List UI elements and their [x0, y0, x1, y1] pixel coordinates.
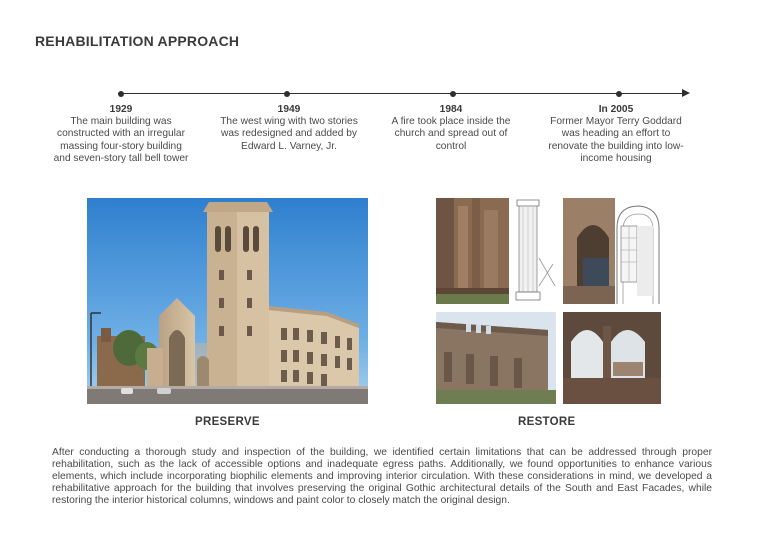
- restore-interior-wall-photo: [436, 198, 509, 304]
- event-description: The west wing with two stories was redesigned and added by Edward L. Varney, Jr.: [220, 116, 358, 152]
- timeline-dot: [284, 91, 290, 97]
- exterior-wall-image: [436, 312, 556, 404]
- restore-arch-photo: [563, 312, 661, 404]
- timeline-event: [219, 104, 359, 153]
- window-sketch-image: [615, 198, 661, 304]
- timeline-dot: [450, 91, 456, 97]
- column-sketch-image: [509, 198, 559, 304]
- window-photo-image: [563, 198, 615, 304]
- timeline-event: [381, 104, 521, 153]
- restore-column-drawing: [509, 198, 559, 304]
- event-description: A fire took place inside the church and spread out of control: [391, 116, 511, 152]
- preserve-church-photo: [87, 198, 368, 404]
- timeline-line: [118, 93, 684, 94]
- event-year: 1949: [277, 104, 301, 115]
- timeline: [0, 0, 768, 200]
- church-exterior-image: [87, 198, 368, 404]
- timeline-arrow-icon: [682, 89, 690, 97]
- event-year: In 2005: [598, 104, 634, 115]
- preserve-caption: PRESERVE: [195, 416, 260, 428]
- timeline-dot: [616, 91, 622, 97]
- event-description: Former Mayor Terry Goddard was heading an effort to renovate the building into low-income housing: [548, 116, 684, 164]
- event-description: The main building was constructed with an irregular massing four-story building and seven-story tall bell tower: [53, 116, 189, 164]
- restore-exterior-wall-photo: [436, 312, 556, 404]
- arch-interior-image: [563, 312, 661, 404]
- timeline-dot: [118, 91, 124, 97]
- event-year: 1984: [439, 104, 463, 115]
- timeline-event: [546, 104, 686, 165]
- restore-caption: RESTORE: [518, 416, 576, 428]
- restore-window-photo: [563, 198, 615, 304]
- timeline-event: [51, 104, 191, 165]
- body-paragraph: After conducting a thorough study and inspection of the building, we identified certain limitations that can be addressed through proper rehabilitation, such as the lack of accessible options and inadequate egress paths. Additionally, we found opportunities to enhance various elements, which include incorporating biophilic elements and improving interior circulation. With these considerations in mind, we developed a rehabilitative approach for the building that involves preserving the original Gothic architectural details of the South and East Facades, while restoring the interior historical columns, windows and paint color to closely match the original design.: [52, 447, 712, 506]
- page-title: REHABILITATION APPROACH: [35, 33, 240, 49]
- event-year: 1929: [109, 104, 133, 115]
- restore-window-drawing: [615, 198, 661, 304]
- interior-wall-image: [436, 198, 509, 304]
